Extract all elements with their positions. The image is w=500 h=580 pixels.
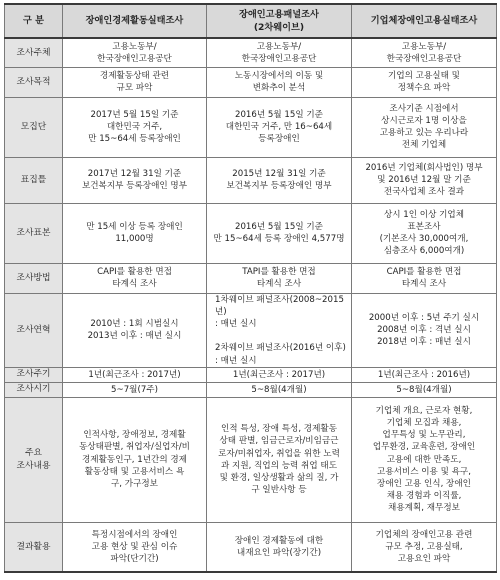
table-cell: 특정시점에서의 장애인 고용 현상 및 관심 이슈 파악(단기간) — [63, 522, 207, 572]
header-panel-wave: (2차웨이브) — [253, 22, 305, 33]
table-cell: 5~8월(4개월) — [207, 382, 352, 397]
table-cell: 5~7월(7주) — [63, 382, 207, 397]
table-cell: 2017년 12월 31일 기준 보건복지부 등록장애인 명부 — [63, 157, 207, 203]
header-panel-title: 장애인고용패널조사 — [239, 8, 319, 20]
table-cell: 기업체의 장애인고용 관련 규모 추정, 고용실태, 고용요인 파악 — [352, 522, 497, 572]
table-cell: 상시 1인 이상 기업체 표본조사 (기본조사 30,000여개, 심층조사 6,000여개) — [352, 203, 497, 263]
row-label: 주요 조사내용 — [5, 397, 63, 522]
row-label: 조사시기 — [5, 382, 63, 397]
table-cell: 2016년 기업체(회사법인) 명부 및 2016년 12월 말 기준 전국사업체 조사 결과 — [352, 157, 497, 203]
table-cell: 1년(최근조사 : 2016년) — [352, 367, 497, 382]
table-cell: 1년(최근조사 : 2017년) — [207, 367, 352, 382]
row-label: 조사주체 — [5, 38, 63, 67]
table-cell: 5~8월(4개월) — [352, 382, 497, 397]
row-label: 조사연혁 — [5, 293, 63, 367]
table-cell: 기업체 개요, 근로자 현황, 기업체 모집과 채용, 업무특성 및 노무관리, 업무환경, 교육훈련, 장애인 고용에 대한 만족도, 고용서비스 이용 및 욕구, 장애인 고용 인식, 장애인 채용 경험과 이직률, 채용계획, 재무정보 — [352, 397, 497, 522]
header-employment-panel-survey — [207, 4, 352, 38]
table-cell: 고용노동부/ 한국장애인고용공단 — [63, 38, 207, 67]
table-cell: 경제활동상태 관련 규모 파악 — [63, 67, 207, 97]
table-row — [5, 97, 497, 157]
table-header-row — [5, 4, 497, 38]
table-cell: 기업의 고용실태 및 정책수요 파악 — [352, 67, 497, 97]
header-category: 구 분 — [5, 4, 63, 38]
table-row — [5, 367, 497, 382]
table-row — [5, 382, 497, 397]
table-cell: CAPI를 활용한 면접 타계식 조사 — [352, 263, 497, 293]
table-cell: 고용노동부/ 한국장애인고용공단 — [207, 38, 352, 67]
table-cell: 인적 특성, 장애 특성, 경제활동 상태 판별, 임금근로자/비임금근 로자/미취업자, 취업을 위한 노력 과 지원, 직업의 능력 취업 태도 및 환경, 일상생활과 삶의 질, 가 구 일반사항 등 — [207, 397, 352, 522]
table-cell: 노동시장에서의 이동 및 변화추이 분석 — [207, 67, 352, 97]
table-row — [5, 263, 497, 293]
table-cell: 고용노동부/ 한국장애인고용공단 — [352, 38, 497, 67]
table-row — [5, 293, 497, 367]
table-cell: 인적사항, 장애정보, 경제활 동상태판별, 취업자/실업자/비 경제활동인구, 1년간의 경제 활동상태 및 고용서비스 욕 구, 가구정보 — [63, 397, 207, 522]
table-cell: 2010년 : 1회 시범실시 2013년 이후 : 매년 실시 — [63, 293, 207, 367]
table-row — [5, 67, 497, 97]
survey-comparison-table — [4, 3, 497, 573]
row-label: 조사방법 — [5, 263, 63, 293]
table-cell: 2000년 이후 : 5년 주기 실시 2008년 이후 : 격년 실시 2018년 이후 : 매년 실시 — [352, 293, 497, 367]
row-label: 조사목적 — [5, 67, 63, 97]
table-cell: 1차웨이브 패널조사(2008~2015년) : 매년 실시 2차웨이브 패널조사(2016년 이후) : 매년 실시 — [207, 293, 352, 367]
header-economic-activity-survey: 장애인경제활동실태조사 — [63, 4, 207, 38]
table-row — [5, 38, 497, 67]
table-row — [5, 522, 497, 572]
row-label: 표집틀 — [5, 157, 63, 203]
table-cell: 2016년 5월 15일 기준 대한민국 거주, 만 16~64세 등록장애인 — [207, 97, 352, 157]
table-cell: 2016년 5월 15일 기준 만 15~64세 등록 장애인 4,577명 — [207, 203, 352, 263]
table-cell: TAPI를 활용한 면접 타계식 조사 — [207, 263, 352, 293]
table-cell: 장애인 경제활동에 대한 내재요인 파악(장기간) — [207, 522, 352, 572]
table-row — [5, 203, 497, 263]
table-cell: 조사기준 시점에서 상시근로자 1명 이상을 고용하고 있는 우리나라 전체 기업체 — [352, 97, 497, 157]
table-cell: 2017년 5월 15일 기준 대한민국 거주, 만 15~64세 등록장애인 — [63, 97, 207, 157]
table-cell: CAPI를 활용한 면접 타계식 조사 — [63, 263, 207, 293]
row-label: 조사주기 — [5, 367, 63, 382]
row-label: 결과활용 — [5, 522, 63, 572]
table-cell: 2015년 12월 31일 기준 보건복지부 등록장애인 명부 — [207, 157, 352, 203]
table-row — [5, 157, 497, 203]
table-row — [5, 397, 497, 522]
table-cell: 1년(최근조사 : 2017년) — [63, 367, 207, 382]
row-label: 조사표본 — [5, 203, 63, 263]
header-business-employment-survey: 기업체장애인고용실태조사 — [352, 4, 497, 38]
row-label: 모집단 — [5, 97, 63, 157]
table-cell: 만 15세 이상 등록 장애인 11,000명 — [63, 203, 207, 263]
